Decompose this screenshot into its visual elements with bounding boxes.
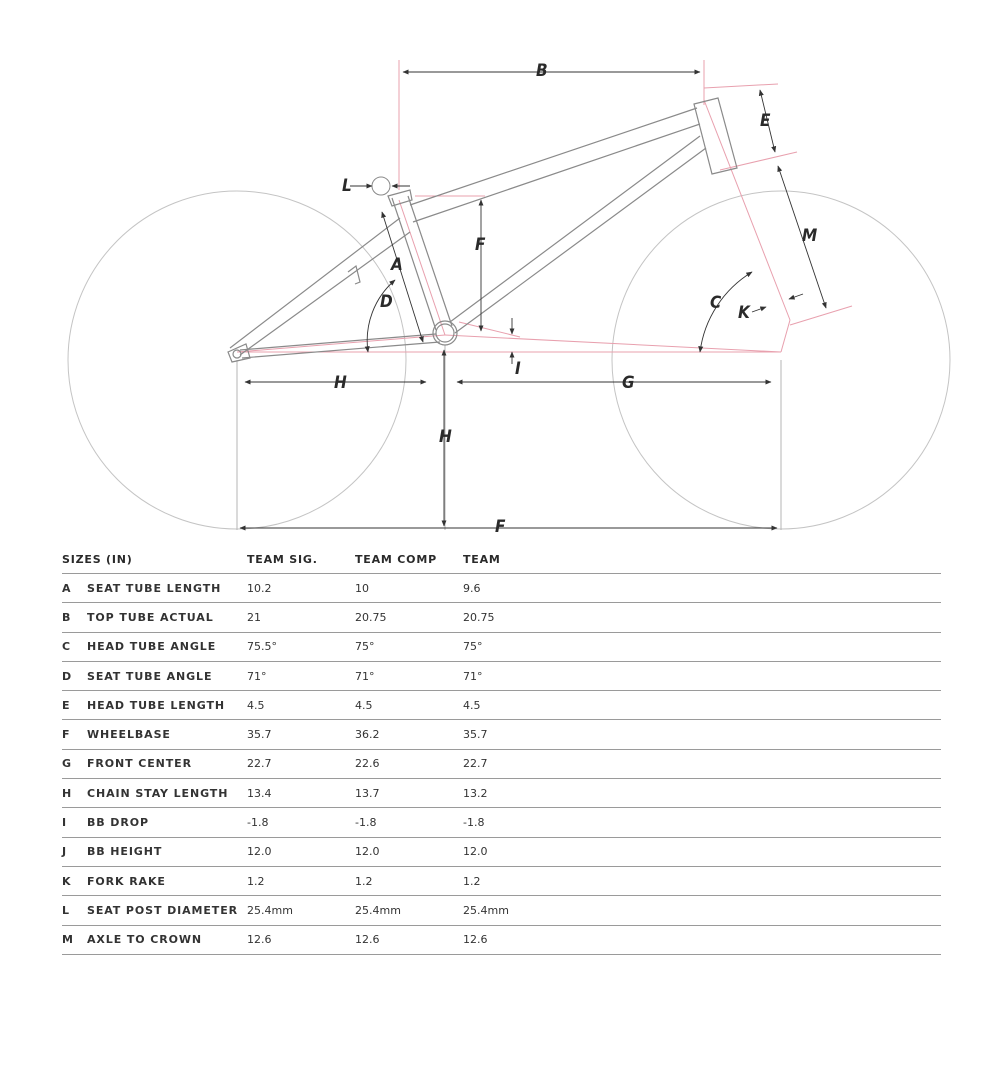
row-name: SEAT POST DIAMETER	[87, 896, 247, 925]
label-f-top: F	[475, 235, 486, 255]
seatpost-section	[372, 177, 390, 195]
row-name: WHEELBASE	[87, 720, 247, 749]
table-row	[62, 720, 941, 749]
value-team-sig: 75.5°	[247, 632, 355, 661]
table-row	[62, 779, 941, 808]
value-team: 13.2	[463, 779, 941, 808]
row-name: FRONT CENTER	[87, 749, 247, 778]
row-letter: E	[62, 691, 87, 720]
label-c: C	[710, 293, 722, 313]
row-letter: B	[62, 603, 87, 632]
table-row	[62, 837, 941, 866]
header-team-sig: TEAM SIG.	[247, 553, 318, 566]
row-letter: D	[62, 661, 87, 690]
row-letter: A	[62, 574, 87, 603]
row-letter: L	[62, 896, 87, 925]
value-team-comp: 12.6	[355, 925, 463, 954]
value-team-comp: 36.2	[355, 720, 463, 749]
row-letter: H	[62, 779, 87, 808]
value-team-comp: 75°	[355, 632, 463, 661]
value-team-comp: 25.4mm	[355, 896, 463, 925]
geometry-table	[62, 546, 941, 955]
value-team: 4.5	[463, 691, 941, 720]
label-f-bottom: F	[495, 517, 506, 537]
label-e: E	[760, 111, 771, 131]
value-team-sig: 71°	[247, 661, 355, 690]
row-letter: F	[62, 720, 87, 749]
value-team-comp: 13.7	[355, 779, 463, 808]
header-team-comp: TEAM COMP	[355, 553, 437, 566]
table-row	[62, 896, 941, 925]
table-row	[62, 866, 941, 895]
value-team-comp: 71°	[355, 661, 463, 690]
value-team-sig: 25.4mm	[247, 896, 355, 925]
value-team-sig: 1.2	[247, 866, 355, 895]
row-name: CHAIN STAY LENGTH	[87, 779, 247, 808]
table-row	[62, 925, 941, 954]
row-name: SEAT TUBE ANGLE	[87, 661, 247, 690]
row-letter: K	[62, 866, 87, 895]
value-team-sig: 21	[247, 603, 355, 632]
label-a: A	[391, 255, 403, 275]
value-team: 71°	[463, 661, 941, 690]
row-letter: I	[62, 808, 87, 837]
value-team-sig: 13.4	[247, 779, 355, 808]
value-team: 12.6	[463, 925, 941, 954]
value-team: 75°	[463, 632, 941, 661]
label-k: K	[738, 303, 750, 323]
label-m: M	[802, 226, 818, 246]
value-team: 22.7	[463, 749, 941, 778]
bike-frame	[228, 98, 737, 362]
value-team-comp: 22.6	[355, 749, 463, 778]
table-row	[62, 691, 941, 720]
table-row	[62, 603, 941, 632]
header-team: TEAM	[463, 553, 501, 566]
value-team: 35.7	[463, 720, 941, 749]
label-i: I	[515, 359, 521, 379]
table-row	[62, 574, 941, 603]
row-letter: J	[62, 837, 87, 866]
value-team: 9.6	[463, 574, 941, 603]
geometry-table-body	[62, 574, 941, 955]
label-h-center: H	[439, 427, 452, 447]
row-letter: G	[62, 749, 87, 778]
value-team-sig: 4.5	[247, 691, 355, 720]
value-team-sig: -1.8	[247, 808, 355, 837]
value-team-comp: 20.75	[355, 603, 463, 632]
row-letter: C	[62, 632, 87, 661]
value-team-comp: 1.2	[355, 866, 463, 895]
value-team: 20.75	[463, 603, 941, 632]
row-name: HEAD TUBE ANGLE	[87, 632, 247, 661]
value-team-comp: 4.5	[355, 691, 463, 720]
row-name: AXLE TO CROWN	[87, 925, 247, 954]
guide-lines	[237, 60, 852, 352]
label-b: B	[536, 61, 548, 81]
row-name: BB DROP	[87, 808, 247, 837]
value-team-comp: 10	[355, 574, 463, 603]
label-g: G	[622, 373, 635, 393]
value-team-sig: 22.7	[247, 749, 355, 778]
row-name: TOP TUBE ACTUAL	[87, 603, 247, 632]
table-row	[62, 632, 941, 661]
row-name: SEAT TUBE LENGTH	[87, 574, 247, 603]
label-d: D	[380, 292, 393, 312]
value-team-sig: 35.7	[247, 720, 355, 749]
row-name: FORK RAKE	[87, 866, 247, 895]
value-team-sig: 12.6	[247, 925, 355, 954]
table-row	[62, 749, 941, 778]
value-team-sig: 10.2	[247, 574, 355, 603]
value-team: 1.2	[463, 866, 941, 895]
row-name: HEAD TUBE LENGTH	[87, 691, 247, 720]
value-team-comp: 12.0	[355, 837, 463, 866]
table-row	[62, 661, 941, 690]
value-team-sig: 12.0	[247, 837, 355, 866]
value-team: -1.8	[463, 808, 941, 837]
header-sizes: SIZES (IN)	[62, 553, 133, 566]
value-team: 12.0	[463, 837, 941, 866]
value-team-comp: -1.8	[355, 808, 463, 837]
label-h-left: H	[334, 373, 347, 393]
value-team: 25.4mm	[463, 896, 941, 925]
table-row	[62, 808, 941, 837]
reference-lines	[237, 345, 781, 530]
table-header-row	[62, 546, 941, 574]
dimension-lines	[240, 72, 826, 528]
row-letter: M	[62, 925, 87, 954]
label-l: L	[342, 176, 352, 196]
row-name: BB HEIGHT	[87, 837, 247, 866]
